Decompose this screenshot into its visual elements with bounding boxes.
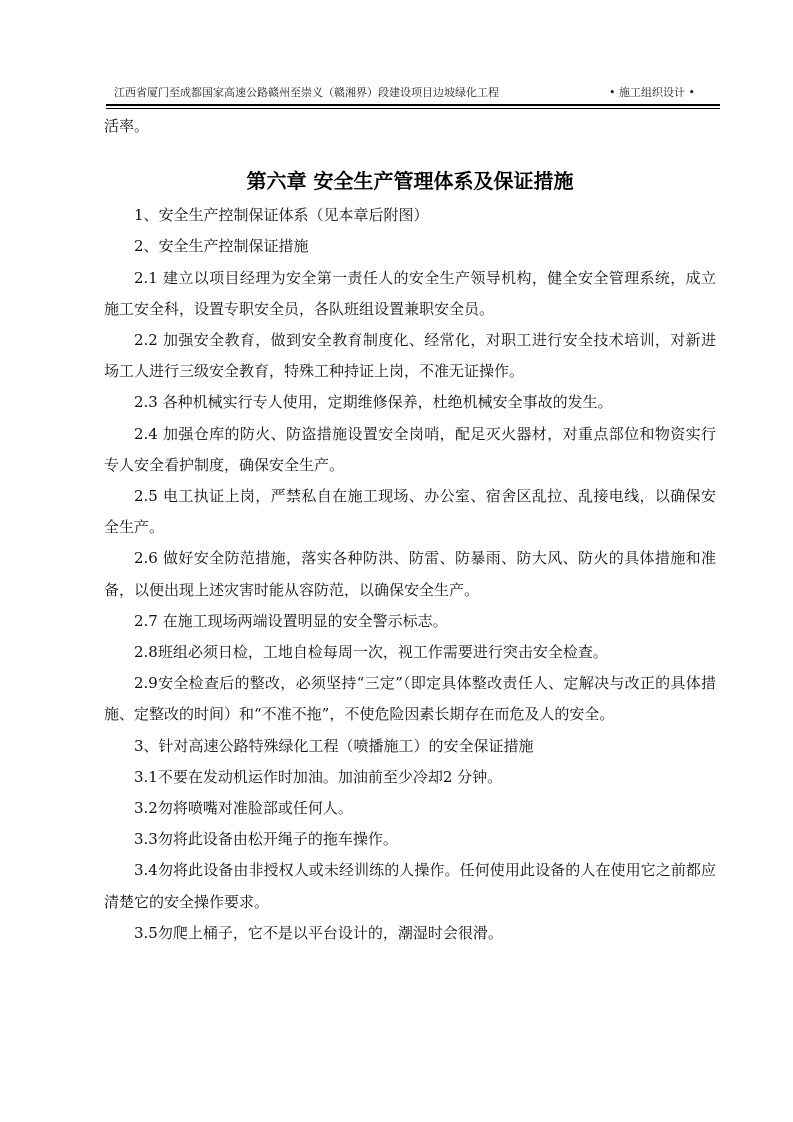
paragraph-2-2: 2.2 加强安全教育，做到安全教育制度化、经常化，对职工进行安全技术培训，对新进场工人进行三级安全教育，特殊工种持证上岗，不准无证操作。 (104, 331, 716, 381)
paragraph-2: 2、安全生产控制保证措施 (134, 237, 309, 256)
paragraph-2-6: 2.6 做好安全防范措施，落实各种防洪、防雷、防暴雨、防大风、防火的具体措施和准备，以便出现上述灾害时能从容防范，以确保安全生产。 (104, 549, 716, 599)
header-rule-thin (106, 108, 720, 109)
paragraph-2-8: 2.8班组必须日检，工地自检每周一次，视工作需要进行突击安全检查。 (134, 643, 608, 662)
paragraph-3-4: 3.4勿将此设备由非授权人或未经训练的人操作。任何使用此设备的人在使用它之前都应清楚它的安全操作要求。 (104, 861, 716, 911)
chapter-title: 第六章 安全生产管理体系及保证措施 (246, 169, 574, 194)
paragraph-2-7: 2.7 在施工现场两端设置明显的安全警示标志。 (134, 611, 448, 630)
header-section-label: • 施工组织设计 • (609, 86, 695, 99)
paragraph-3: 3、针对高速公路特殊绿化工程（喷播施工）的安全保证措施 (134, 736, 534, 755)
paragraph-2-9: 2.9安全检查后的整改，必须坚持“三定”（即定具体整改责任人、定解决与改正的具体措施、定整改的时间）和“不准不拖”，不使危险因素长期存在而危及人的安全。 (104, 674, 716, 724)
paragraph-3-2: 3.2勿将喷嘴对准脸部或任何人。 (134, 799, 353, 818)
page-content (104, 111, 716, 949)
header-project-title: 江西省厦门至成都国家高速公路赣州至崇义（赣湘界）段建设项目边坡绿化工程 (114, 86, 499, 99)
paragraph-2-3: 2.3 各种机械实行专人使用，定期维修保养，杜绝机械安全事故的发生。 (134, 393, 613, 412)
paragraph-3-3: 3.3勿将此设备由松开绳子的拖车操作。 (134, 830, 398, 849)
carryover-text: 活率。 (104, 117, 150, 135)
paragraph-2-5: 2.5 电工执证上岗，严禁私自在施工现场、办公室、宿舍区乱拉、乱接电线，以确保安全生产。 (104, 487, 716, 537)
paragraph-2-4: 2.4 加强仓库的防火、防盗措施设置安全岗哨，配足灭火器材，对重点部位和物资实行专人安全看护制度，确保安全生产。 (104, 424, 716, 474)
paragraph-3-1: 3.1不要在发动机运作时加油。加油前至少冷却2 分钟。 (134, 767, 503, 786)
page-header (110, 84, 707, 102)
header-rule-thick (106, 104, 720, 106)
paragraph-2-1: 2.1 建立以项目经理为安全第一责任人的安全生产领导机构，健全安全管理系统，成立施工安全科，设置专职安全员，各队班组设置兼职安全员。 (104, 268, 716, 318)
paragraph-1: 1、安全生产控制保证体系（见本章后附图） (134, 206, 429, 225)
paragraph-3-5: 3.5勿爬上桶子，它不是以平台设计的，潮湿时会很滑。 (134, 923, 503, 942)
